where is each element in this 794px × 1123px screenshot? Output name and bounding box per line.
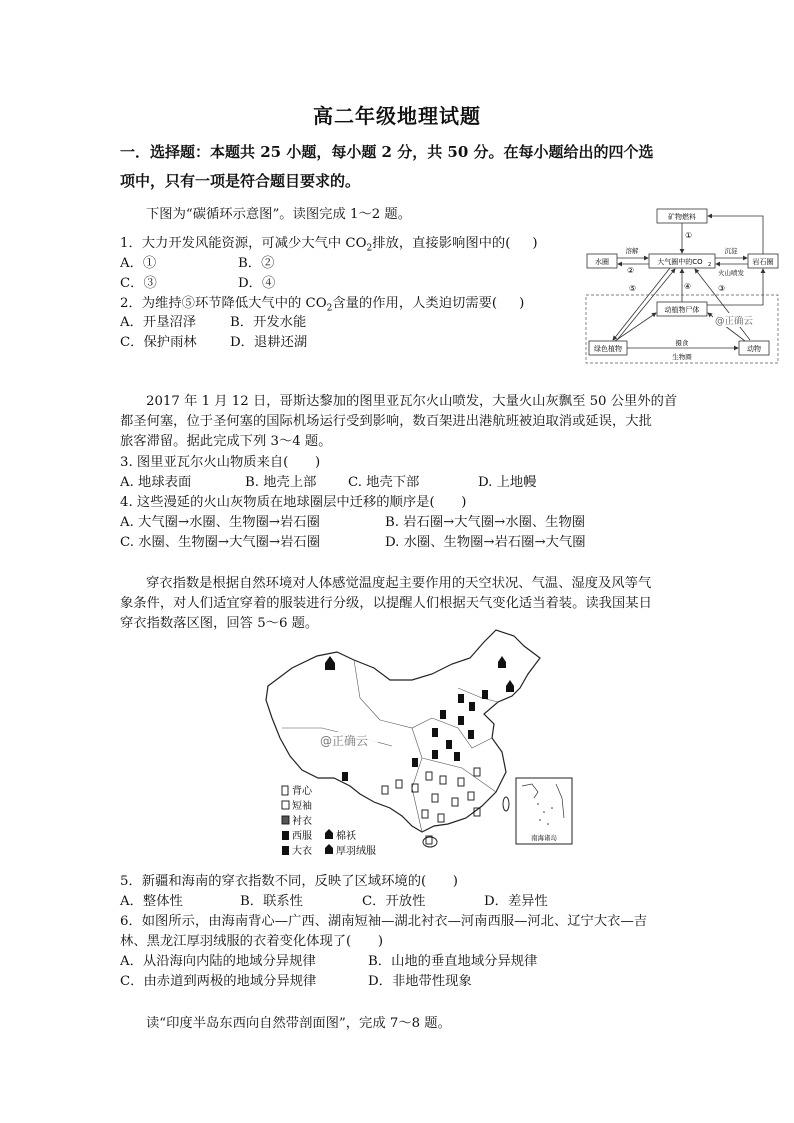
marker-suit-5 (412, 758, 418, 767)
q4-option-b: B. 岩石圈→大气圈→水圈、生物圈 (385, 515, 586, 530)
section-heading-line1: 一．选择题：本题共 25 小题，每小题 2 分，共 50 分。在每小题给出的四个选 (120, 143, 654, 161)
q2-option-b: B．开发水能 (230, 315, 307, 330)
legend-cotton: 棉袄 (336, 831, 356, 842)
label-n3: ③ (718, 284, 726, 293)
label-biosphere: 生物圈 (672, 353, 692, 361)
question-2-stem: 2．为维持⑤环节降低大气中的 $CO_2$含量的作用，人类迫切需要( ) (120, 296, 525, 314)
label-sediment: 沉淀 (724, 247, 738, 255)
group2-para-line1: 2017 年 1 月 12 日，哥斯达黎加的图里亚瓦尔火山喷发，大量火山灰飘至 50 公里外的首 (146, 394, 678, 409)
group4-intro: 读“印度半岛东西向自然带剖面图”，完成 7～8 题。 (146, 1016, 451, 1031)
marker-coat-1 (458, 694, 464, 703)
q2-option-d: D．退耕还湖 (230, 335, 308, 350)
question-3-stem: 3. 图里亚瓦尔火山物质来自( ) (120, 455, 321, 470)
legend-suit: 西服 (292, 831, 312, 842)
question-6-stem-line1: 6．如图所示，由海南背心—广西、湖南短袖—湖北衬衣—河南西服—河北、辽宁大衣—吉 (120, 914, 648, 929)
legend-short-sleeve: 短袖 (292, 801, 312, 812)
label-n2: ② (627, 266, 635, 275)
q6-option-b: B．山地的垂直地域分异规律 (368, 954, 538, 969)
q6-option-d: D．非地带性现象 (368, 974, 472, 989)
q6-option-a: A．从沿海向内陆的地域分异规律 (120, 954, 316, 969)
marker-suit-1 (446, 740, 452, 749)
label-atmosphere-sub: 2 (708, 262, 712, 268)
label-plants: 绿色植物 (594, 345, 622, 353)
label-n1: ① (685, 231, 693, 240)
diagram-watermark: @正确云 (715, 316, 754, 327)
legend-down: 厚羽绒服 (336, 846, 376, 857)
question-4-stem: 4. 这些漫延的火山灰物质在地球圈层中迁移的顺序是( ) (120, 495, 467, 510)
q2-option-c: C．保护雨林 (120, 335, 197, 350)
q1-option-b: B．② (238, 256, 275, 271)
q5-option-b: B．联系性 (240, 894, 303, 909)
label-water: 水圈 (595, 258, 609, 266)
page-title: 高二年级地理试题 (313, 104, 481, 128)
label-atmosphere: 大气圈中的CO (657, 258, 703, 266)
q4-option-d: D. 水圈、生物圈→岩石圈→大气圈 (385, 535, 586, 550)
marker-suit-2 (432, 750, 438, 759)
q4-option-c: C. 水圈、生物圈→大气圈→岩石圈 (120, 535, 320, 550)
label-mineral-fuel: 矿物燃料 (668, 213, 696, 221)
marker-coat-5 (432, 728, 438, 737)
marker-coat-3 (440, 710, 446, 719)
carbon-cycle-diagram (585, 205, 780, 365)
q1-option-a: A．① (120, 256, 157, 271)
question-1-stem: 1．大力开发风能资源，可减少大气中 $CO_2$排放，直接影响图中的( ) (120, 236, 538, 254)
q1-option-d: D．④ (238, 276, 276, 291)
china-map-svg (262, 628, 582, 863)
q2-option-a: A．开垦沼泽 (120, 315, 197, 330)
question-5-stem: 5．新疆和海南的穿衣指数不同，反映了区域环境的( ) (120, 874, 458, 889)
q3-option-a: A. 地球表面 (120, 475, 192, 490)
hainan-island (423, 837, 437, 847)
label-animals: 动物 (747, 345, 761, 353)
label-n5: ⑤ (629, 284, 637, 293)
group2-para-line3: 旅客滞留。据此完成下列 3～4 题。 (120, 434, 332, 449)
q6-option-c: C．由赤道到两极的地域分异规律 (120, 974, 317, 989)
legend-vest: 背心 (292, 786, 312, 797)
group3-para-line3: 穿衣指数落区图，回答 5～6 题。 (120, 616, 319, 631)
label-dissolve: 溶解 (625, 247, 639, 255)
map-watermark: @正确云 (320, 734, 369, 748)
group2-para-line2: 都圣何塞，位于圣何塞的国际机场运行受到影响，数百架进出港航班被迫取消或延误，大批 (120, 414, 652, 429)
q5-option-a: A．整体性 (120, 894, 183, 909)
taiwan-island (503, 797, 509, 811)
marker-coat-liaoning (482, 690, 488, 699)
q3-option-d: D. 上地幔 (478, 475, 537, 490)
q5-option-c: C．开放性 (362, 894, 426, 909)
marker-suit-3 (454, 752, 460, 761)
marker-coat-6 (468, 730, 474, 739)
label-remains: 动植物尸体 (664, 306, 700, 314)
group3-para-line1: 穿衣指数是根据自然环境对人体感觉温度起主要作用的天空状况、气温、湿度及风等气 (146, 576, 652, 591)
carbon-cycle-svg (585, 205, 780, 365)
marker-coat-2 (469, 702, 475, 711)
q1-option-c: C．③ (120, 276, 157, 291)
legend-coat: 大衣 (292, 846, 312, 857)
q3-option-c: C. 地壳下部 (348, 475, 420, 490)
marker-suit-4 (342, 772, 348, 781)
label-feed: 摄食 (675, 339, 689, 347)
label-n4: ④ (684, 282, 692, 291)
q5-option-d: D．差异性 (484, 894, 548, 909)
label-volcano: 火山喷发 (718, 269, 744, 277)
section-heading-line2: 项中，只有一项是符合题目要求的。 (120, 172, 361, 190)
group3-para-line2: 象条件，对人们适宜穿着的服装进行分级，以提醒人们根据天气变化适当着装。读我国某日 (120, 596, 652, 611)
question-6-stem-line2: 林、黑龙江厚羽绒服的衣着变化体现了( ) (120, 934, 384, 949)
inset-label: 南海诸岛 (531, 834, 557, 842)
legend-shirt: 衬衣 (292, 816, 312, 827)
q3-option-b: B. 地壳上部 (245, 475, 317, 490)
china-clothing-map (262, 628, 582, 863)
group1-intro: 下图为“碳循环示意图”。读图完成 1～2 题。 (146, 207, 412, 222)
label-lithosphere: 岩石圈 (752, 258, 774, 266)
marker-coat-4 (458, 716, 464, 725)
q4-option-a: A. 大气圈→水圈、生物圈→岩石圈 (120, 515, 320, 530)
